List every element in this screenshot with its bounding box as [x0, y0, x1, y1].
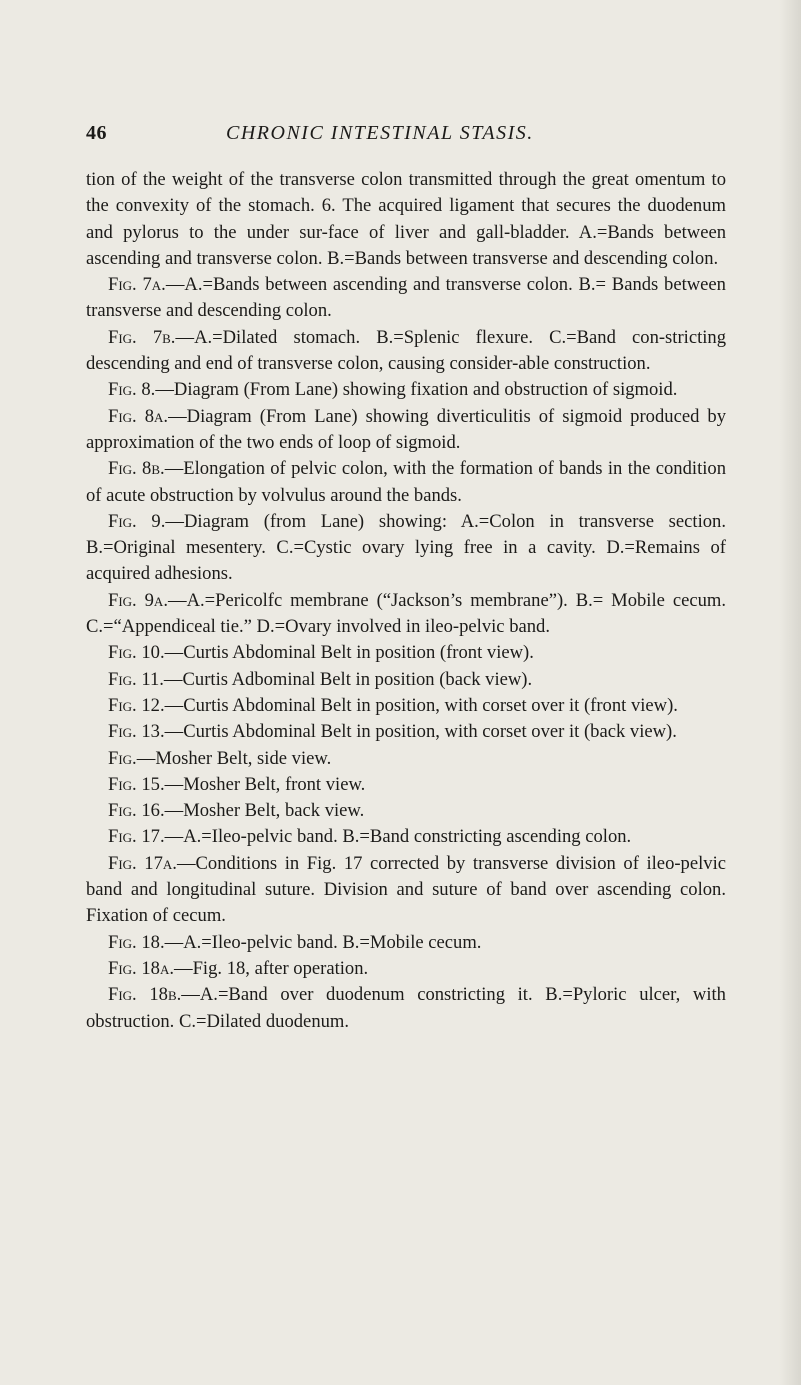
caption-text: —Mosher Belt, side view.: [136, 747, 332, 769]
figure-caption-7b: [86, 325, 726, 378]
intro-paragraph: tion of the weight of the transverse colon transmitted through the great omentum to the convexity of the stomach. 6. The acquired ligament that secures the duodenum and pylorus to the under sur-face of liver and gall-bladder. A.=Bands between ascending and transverse colon. B.=Bands between transverse and descending colon.: [86, 169, 726, 269]
figure-label: Fig. 7b.: [108, 326, 176, 348]
figure-caption-12: [86, 693, 726, 719]
figure-label: Fig. 17a.: [108, 852, 177, 874]
figure-caption-11: [86, 667, 726, 693]
caption-text: —Conditions in Fig. 17 corrected by transverse division of ileo-pelvic band and longitudinal suture. Division and suture of band over ascending colon. Fixation of cecum.: [86, 852, 726, 927]
caption-text: —A.=Pericolfc membrane (“Jackson’s membrane”). B.= Mobile cecum. C.=“Appendiceal tie.” D.=Ovary involved in ileo-pelvic band.: [86, 589, 726, 638]
caption-text: —Mosher Belt, front view.: [164, 773, 366, 795]
figure-caption-17a: [86, 851, 726, 930]
caption-text: —Diagram (From Lane) showing fixation and obstruction of sigmoid.: [155, 379, 678, 401]
figure-label: Fig. 16.: [108, 800, 165, 822]
figure-caption-16: [86, 798, 726, 824]
figure-caption-8: [86, 377, 726, 403]
caption-text: —A.=Band over duodenum constricting it. B.=Pyloric ulcer, with obstruction. C.=Dilated duodenum.: [86, 984, 726, 1032]
figure-label: Fig.: [108, 747, 137, 769]
figure-label: Fig. 13.: [108, 721, 165, 743]
running-head: CHRONIC INTESTINAL STASIS.: [226, 122, 534, 144]
caption-text: —Diagram (from Lane) showing: A.=Colon in transverse section. B.=Original mesentery. C.=Cystic ovary lying free in a cavity. D.=Remains of acquired adhesions.: [86, 510, 726, 585]
figure-label: Fig. 8b.: [108, 458, 165, 480]
figure-label: Fig. 9.: [108, 510, 166, 532]
page-header: [86, 122, 726, 152]
caption-text: —Curtis Adbominal Belt in position (back view).: [163, 668, 533, 690]
caption-text: —A.=Ileo-pelvic band. B.=Mobile cecum.: [164, 931, 482, 953]
figure-caption-9: [86, 509, 726, 588]
figure-caption-8b: [86, 456, 726, 509]
figure-caption-15: [86, 772, 726, 798]
figure-caption-8a: [86, 404, 726, 457]
figure-caption-13: [86, 719, 726, 745]
figure-caption-7a: [86, 272, 726, 325]
caption-text: —A.=Ileo-pelvic band. B.=Band constricting ascending colon.: [164, 826, 632, 848]
figure-label: Fig. 18.: [108, 931, 165, 953]
caption-text: —Diagram (From Lane) showing diverticulitis of sigmoid produced by approximation of the two ends of loop of sigmoid.: [86, 405, 726, 453]
figure-label: Fig. 15.: [108, 773, 165, 795]
caption-text: —Fig. 18, after operation.: [174, 957, 369, 979]
caption-text: —A.=Dilated stomach. B.=Splenic flexure. C.=Band con-stricting descending and end of transverse colon, causing consider-able construction.: [86, 326, 726, 375]
caption-text: —Curtis Abdominal Belt in position, with corset over it (back view).: [164, 721, 677, 743]
figure-label: Fig. 18a.: [108, 957, 174, 979]
figure-label: Fig. 18b.: [108, 984, 182, 1006]
caption-text: —Elongation of pelvic colon, with the formation of bands in the condition of acute obstruction by volvulus around the bands.: [86, 458, 726, 506]
figure-caption-9a: [86, 588, 726, 641]
figure-caption-18b: [86, 982, 726, 1035]
figure-label: Fig. 7a.: [108, 274, 166, 296]
figure-label: Fig. 11.: [108, 668, 164, 690]
figure-label: Fig. 8a.: [108, 405, 169, 427]
figure-caption-17: [86, 824, 726, 850]
figure-label: Fig. 17.: [108, 826, 165, 848]
figure-caption-14: [86, 746, 726, 772]
page-edge-shadow: [779, 0, 801, 1385]
figure-label: Fig. 12.: [108, 694, 165, 716]
caption-text: —Curtis Abdominal Belt in position, with corset over it (front view).: [164, 694, 678, 716]
figure-label: Fig. 8.: [108, 379, 156, 401]
caption-text: —Mosher Belt, back view.: [164, 800, 365, 822]
figure-caption-18a: [86, 956, 726, 982]
figure-label: Fig. 9a.: [108, 589, 168, 611]
caption-text: —Curtis Abdominal Belt in position (front view).: [164, 642, 534, 664]
figure-caption-18: [86, 930, 726, 956]
caption-text: —A.=Bands between ascending and transverse colon. B.= Bands between transverse and descending colon.: [86, 274, 726, 322]
body-text: [86, 167, 726, 1035]
figure-caption-10: [86, 640, 726, 666]
figure-label: Fig. 10.: [108, 642, 165, 664]
page-number: 46: [86, 122, 107, 144]
